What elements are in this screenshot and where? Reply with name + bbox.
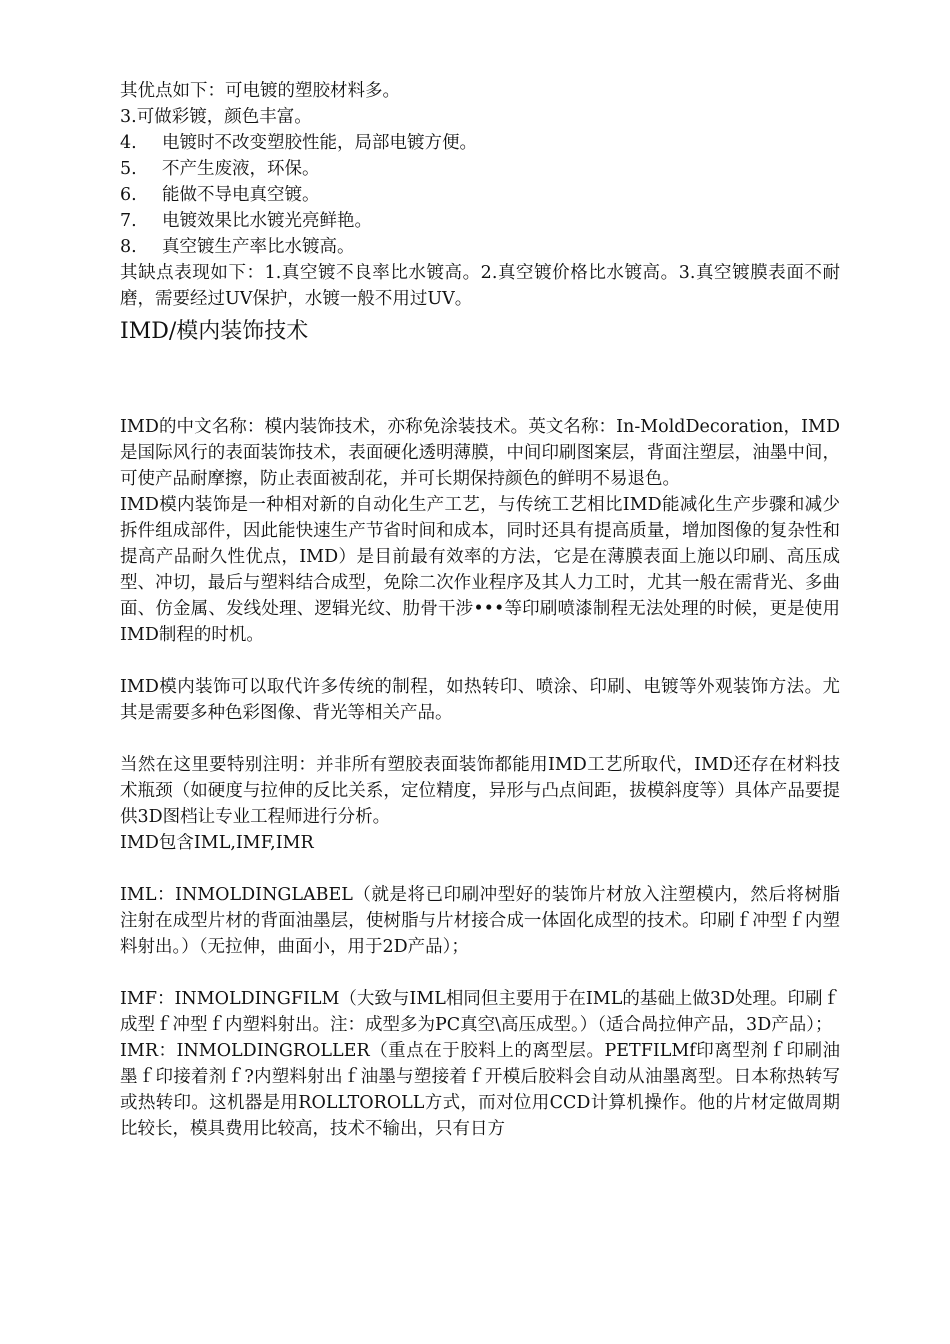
advantages-intro: 其优点如下：可电镀的塑胶材料多。 xyxy=(120,81,400,101)
paragraph-imr: IMR：INMOLDINGROLLER（重点在于胶料上的离型层。PETFILMf印离型剂ｆ印刷油墨ｆ印接着剂ｆ?内塑料射出ｆ油墨与塑接着ｆ开模后胶料会自动从油墨离型。日本称热转写或热转印。这机器是用ROLLTOROLL方式，而对位用CCD计算机操作。他的片材定做周期比较长，模具费用比较高，技术不输出，只有日方 xyxy=(120,1041,840,1139)
list-item xyxy=(120,130,840,156)
advantage-item-3: 3.可做彩镀，颜色丰富。 xyxy=(120,107,312,127)
list-item xyxy=(120,156,840,182)
paragraph-imd-note: 当然在这里要特别注明：并非所有塑胶表面装饰都能用IMD工艺所取代，IMD还存在材料技术瓶颈（如硬度与拉伸的反比关系，定位精度，异形与凸点间距，拔模斜度等）具体产品要提供3D图档让专业工程师进行分析。 xyxy=(120,755,840,827)
paragraph-imd-includes: IMD包含IML,IMF,IMR xyxy=(120,833,314,853)
list-number: 7. xyxy=(120,211,137,231)
list-number: 5. xyxy=(120,159,137,179)
paragraph-imd-replace: IMD模内装饰可以取代许多传统的制程，如热转印、喷涂、印刷、电镀等外观装饰方法。尤其是需要多种色彩图像、背光等相关产品。 xyxy=(120,677,840,723)
list-text: 电镀时不改变塑胶性能，局部电镀方便。 xyxy=(162,133,477,153)
spacer xyxy=(120,960,840,986)
spacer xyxy=(120,648,840,674)
spacer xyxy=(120,726,840,752)
document-page xyxy=(120,78,840,1142)
disadvantages-paragraph: 其缺点表现如下：1.真空镀不良率比水镀高。2.真空镀价格比水镀高。3.真空镀膜表面不耐磨，需要经过UV保护，水镀一般不用过UV。 xyxy=(120,263,840,309)
list-text: 电镀效果比水镀光亮鲜艳。 xyxy=(162,211,372,231)
paragraph-imf: IMF：INMOLDINGFILM（大致与IML相同但主要用于在IML的基础上做3D处理。印刷ｆ成型ｆ冲型ｆ内塑料射出。注：成型多为PC真空\高压成型。）（适合咼拉伸产品，3D产品）； xyxy=(120,989,840,1035)
paragraph-iml: IML：INMOLDINGLABEL（就是将已印刷冲型好的装饰片材放入注塑模内，然后将树脂注射在成型片材的背面油墨层，使树脂与片材接合成一体固化成型的技术。印刷ｆ冲型ｆ内塑料射出。）（无拉伸，曲面小，用于2D产品）； xyxy=(120,885,840,957)
list-number: 4. xyxy=(120,133,137,153)
list-item xyxy=(120,234,840,260)
list-text: 不产生废液，环保。 xyxy=(162,159,320,179)
section-heading: IMD/模内装饰技术 xyxy=(120,319,309,344)
list-item xyxy=(120,208,840,234)
list-text: 能做不导电真空镀。 xyxy=(162,185,320,205)
list-number: 8. xyxy=(120,237,137,257)
list-text: 真空镀生产率比水镀高。 xyxy=(162,237,355,257)
spacer xyxy=(120,348,840,414)
list-item xyxy=(120,182,840,208)
paragraph-imd-name: IMD的中文名称：模内装饰技术，亦称免涂装技术。英文名称：In-MoldDecoration，IMD是国际风行的表面装饰技术，表面硬化透明薄膜，中间印刷图案层，背面注塑层，油墨中间，可使产品耐摩擦，防止表面被刮花，并可长期保持颜色的鲜明不易退色。 xyxy=(120,417,840,489)
list-number: 6. xyxy=(120,185,137,205)
advantages-list xyxy=(120,130,840,260)
paragraph-imd-overview: IMD模内装饰是一种相对新的自动化生产工艺，与传统工艺相比IMD能减化生产步骤和减少拆件组成部件，因此能快速生产节省时间和成本，同时还具有提高质量，增加图像的复杂性和提高产品耐久性优点，IMD）是目前最有效率的方法，它是在薄膜表面上施以印刷、高压成型、冲切，最后与塑料结合成型，免除二次作业程序及其人力工时，尤其一般在需背光、多曲面、仿金属、发线处理、逻辑光纹、肋骨干涉•••等印刷喷漆制程无法处理的时候，更是使用IMD制程的时机。 xyxy=(120,495,840,645)
spacer xyxy=(120,856,840,882)
